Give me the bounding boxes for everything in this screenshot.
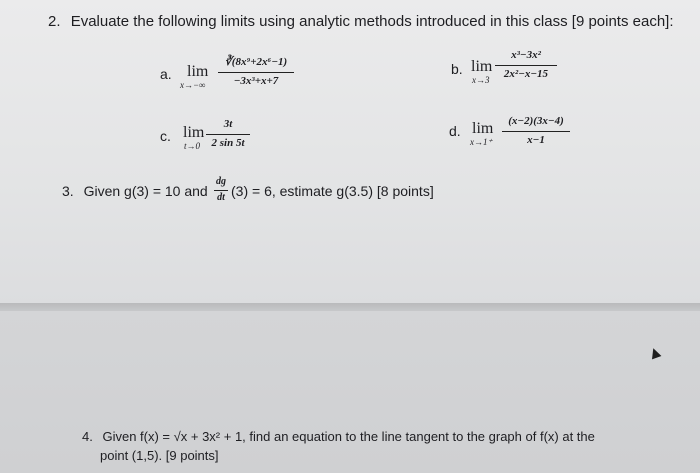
item-b-numerator: x³−3x² — [511, 49, 541, 61]
item-b-lim: lim — [471, 58, 493, 75]
question-3-deriv-denominator: dt — [217, 192, 225, 203]
question-3 — [62, 183, 208, 199]
item-b-denominator: 2x²−x−15 — [503, 68, 549, 80]
item-d-denominator: x−1 — [527, 134, 545, 146]
item-d-lim: lim — [472, 120, 494, 137]
item-d-limit-subscript: x→1⁺ — [470, 137, 493, 147]
item-a-numerator: ∛(8x⁹+2x⁶−1) — [224, 56, 288, 68]
item-b-limit-subscript: x→3 — [472, 75, 490, 85]
item-c-fraction-bar — [206, 134, 250, 135]
question-4-text: Given f(x) = √x + 3x² + 1, find an equation to the line tangent to the graph of f(x) at the — [102, 429, 595, 444]
item-a-limit-subscript: x→−∞ — [180, 80, 206, 90]
item-a-fraction-bar — [218, 72, 294, 73]
question-3-deriv-numerator: dg — [216, 176, 226, 187]
question-2-number: 2. — [48, 13, 61, 30]
item-b-label: b. — [451, 61, 463, 77]
item-d-fraction-bar — [502, 131, 570, 132]
item-c-limit-subscript: t→0 — [184, 141, 201, 151]
question-3-suffix: (3) = 6, estimate g(3.5) [8 points] — [231, 183, 434, 199]
item-d-label: d. — [449, 123, 461, 139]
item-c-label: c. — [160, 128, 171, 144]
item-a-denominator: −3x³+x+7 — [233, 75, 279, 87]
item-d-numerator: (x−2)(3x−4) — [508, 115, 564, 127]
question-2-text: Evaluate the following limits using analytic methods introduced in this class [9 points each]: — [70, 13, 674, 30]
question-3-number: 3. — [62, 183, 74, 199]
question-4-number: 4. — [82, 429, 93, 444]
item-a-lim: lim — [187, 63, 209, 80]
question-3-prefix: Given g(3) = 10 and — [83, 183, 208, 199]
item-c-lim: lim — [183, 124, 205, 141]
item-b-fraction-bar — [495, 65, 557, 66]
page-divider — [0, 303, 700, 311]
item-a-label: a. — [160, 66, 172, 82]
item-c-numerator: 3t — [223, 118, 233, 130]
question-2 — [48, 13, 674, 30]
question-3-deriv-bar — [214, 190, 228, 191]
question-4-line-1 — [82, 429, 595, 444]
item-c-denominator: 2 sin 5t — [211, 137, 245, 149]
question-4-line-2: point (1,5). [9 points] — [100, 448, 219, 463]
